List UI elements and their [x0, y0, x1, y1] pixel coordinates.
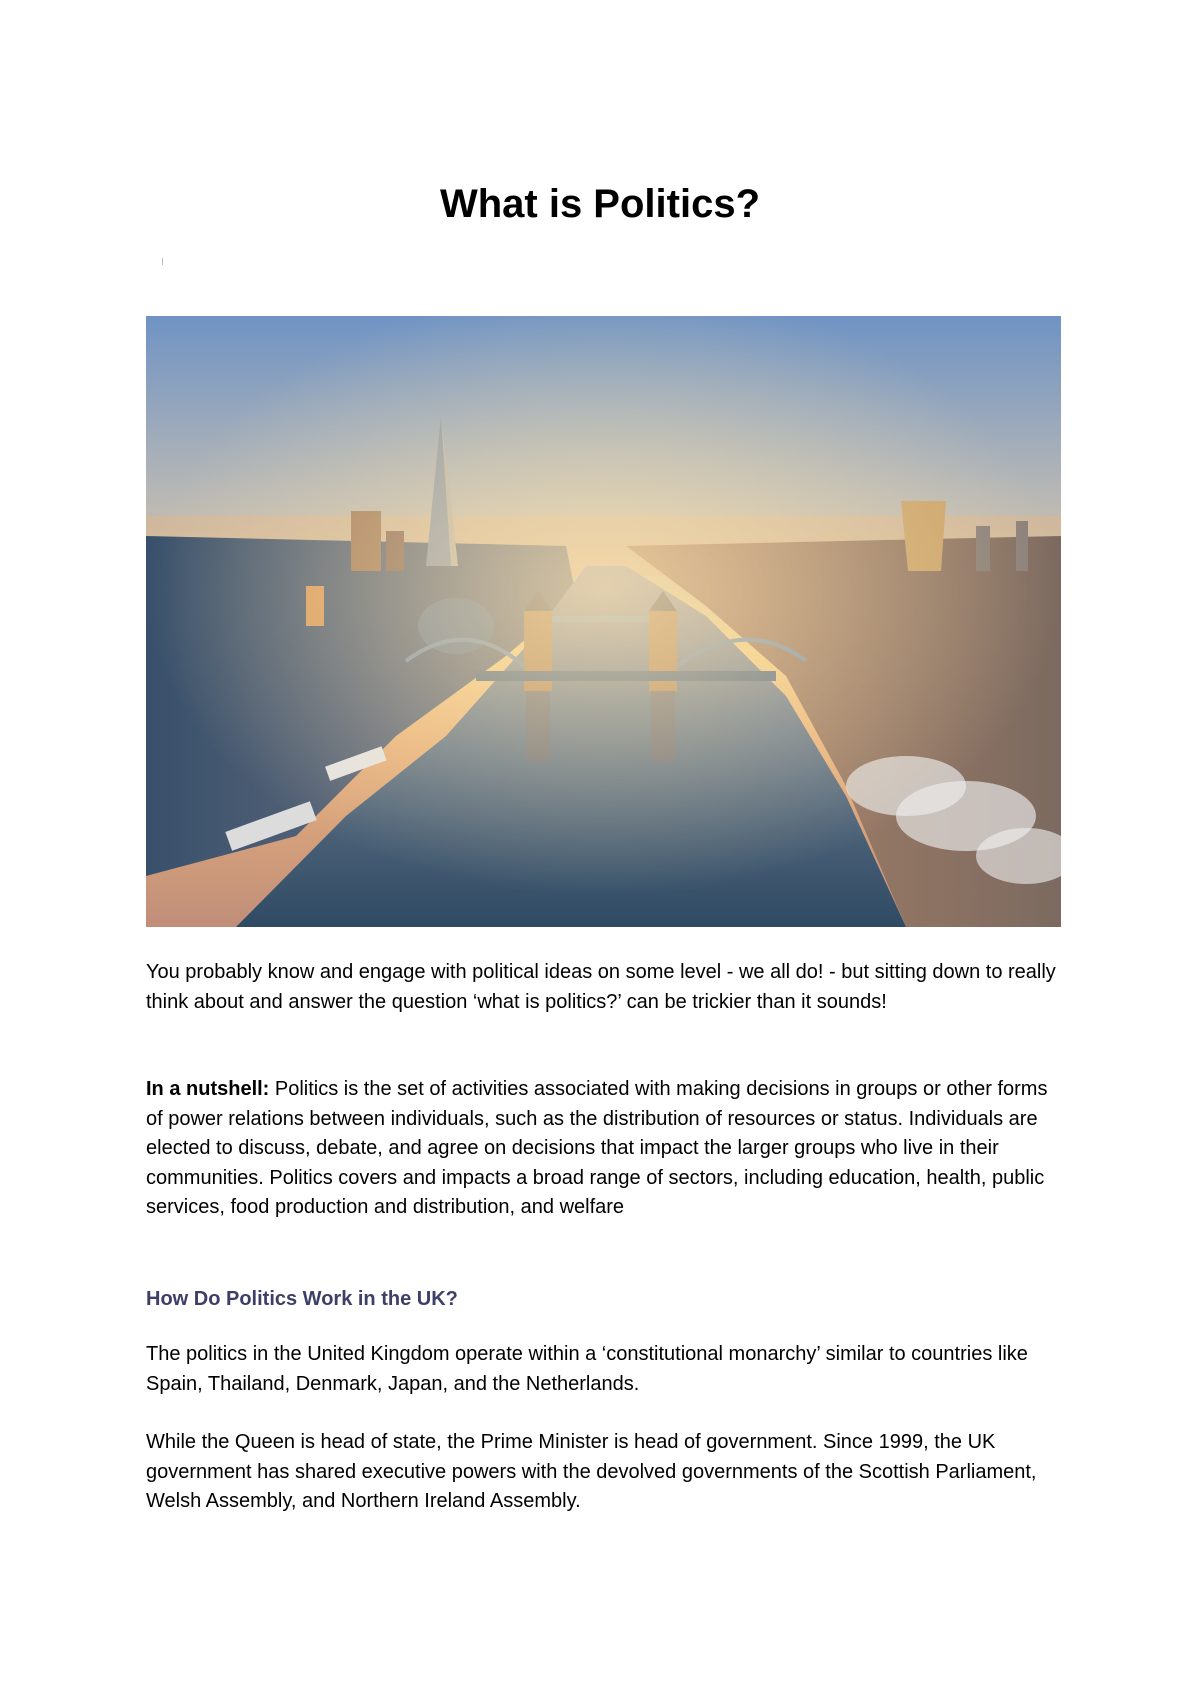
stray-mark	[162, 258, 163, 265]
london-skyline-photo	[146, 316, 1061, 927]
section-heading-uk: How Do Politics Work in the UK?	[146, 1288, 458, 1310]
uk-monarchy-paragraph: The politics in the United Kingdom operate within a ‘constitutional monarchy’ similar to countries like Spain, Thailand, Denmark, Japan, and the Netherlands.	[146, 1343, 1028, 1395]
intro-paragraph: You probably know and engage with political ideas on some level - we all do! - but sitting down to really think about and answer the question ‘what is politics?’ can be trickier than it sounds!	[146, 961, 1056, 1013]
uk-government-paragraph: While the Queen is head of state, the Prime Minister is head of government. Since 1999, the UK government has shared executive powers with the devolved governments of the Scottish Parliament, Welsh Assembly, and Northern Ireland Assembly.	[146, 1431, 1037, 1512]
nutshell-paragraph	[146, 1075, 1061, 1223]
nutshell-label: In a nutshell:	[146, 1078, 270, 1100]
nutshell-text: Politics is the set of activities associated with making decisions in groups or other forms of power relations between individuals, such as the distribution of resources or status. Individuals are elected to discuss, debate, and agree on decisions that impact the larger groups who live in their communities. Politics covers and impacts a broad range of sectors, including education, health, public services, food production and distribution, and welfare	[146, 1078, 1048, 1218]
page-title: What is Politics?	[439, 182, 761, 226]
